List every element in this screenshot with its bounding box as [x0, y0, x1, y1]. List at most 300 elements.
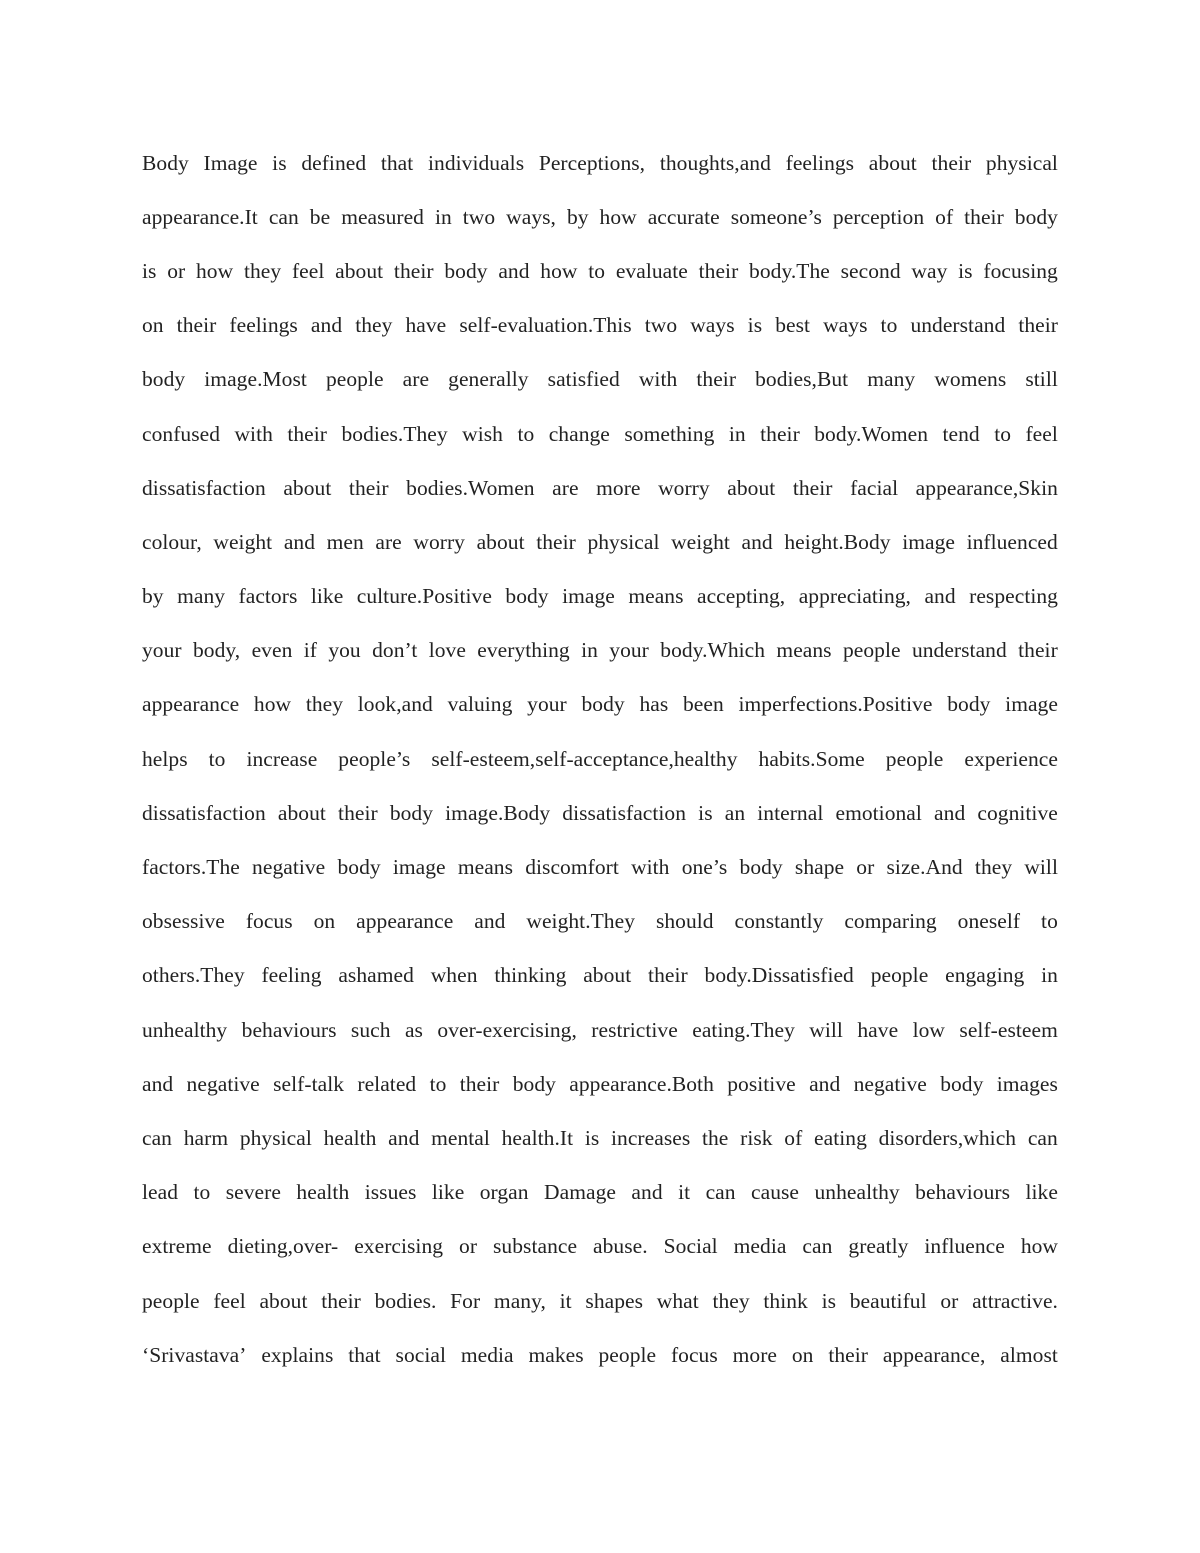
word: like [1025, 1180, 1058, 1205]
word: can [802, 1234, 833, 1259]
paragraph-line-21 [142, 1220, 1058, 1274]
word: emotional [835, 800, 922, 825]
word: how [1020, 1234, 1058, 1259]
word: Damage [544, 1180, 616, 1205]
word: and [924, 584, 956, 609]
word: how [253, 692, 292, 717]
word: of [784, 1125, 803, 1150]
word: to [994, 421, 1012, 446]
word: health.It [501, 1125, 574, 1150]
word: behaviours [915, 1180, 1011, 1205]
word: is [698, 800, 713, 825]
word: self-esteem,self-acceptance,healthy [431, 746, 738, 771]
word: about [476, 529, 525, 554]
word: look,and [357, 692, 433, 717]
word: habits.Some [758, 746, 865, 771]
word: if [303, 638, 317, 663]
word: many, [493, 1288, 546, 1313]
paragraph-line-2 [142, 190, 1058, 244]
word: behaviours [241, 1017, 337, 1042]
word: ways [823, 313, 868, 338]
word: self-talk [273, 1071, 345, 1096]
word: have [857, 1017, 899, 1042]
word: focusing [983, 258, 1058, 283]
word: womens [934, 367, 1007, 392]
word: you [328, 638, 361, 663]
word: should [655, 909, 714, 934]
word: to [193, 1180, 211, 1205]
word: image [562, 584, 615, 609]
word: ‘Srivastava’ [142, 1342, 247, 1367]
word: worry [658, 475, 710, 500]
word: and [809, 1071, 841, 1096]
word: severe [225, 1180, 281, 1205]
word: many [867, 367, 916, 392]
word: they [974, 855, 1013, 880]
word: negative [853, 1071, 927, 1096]
paragraph-line-4 [142, 299, 1058, 353]
word: on [791, 1342, 814, 1367]
word: Social [663, 1234, 718, 1259]
word: ashamed [338, 963, 414, 988]
word: eating [814, 1125, 867, 1150]
word: shapes [585, 1288, 644, 1313]
word: or [940, 1288, 959, 1313]
word: body.The [749, 258, 830, 283]
word: are [552, 475, 579, 500]
word: body.Which [660, 638, 766, 663]
word: their [348, 475, 389, 500]
word: exercising [354, 1234, 444, 1259]
word: how [196, 258, 234, 283]
word: bodies,But [755, 367, 849, 392]
word: with [234, 421, 273, 446]
word: culture.Positive [356, 584, 492, 609]
word: means [776, 638, 832, 663]
word: been [682, 692, 724, 717]
word: perception [832, 204, 925, 229]
word: Body [142, 150, 189, 175]
word: or [856, 855, 875, 880]
word: related [357, 1071, 417, 1096]
word: worry [413, 529, 465, 554]
word: low [912, 1017, 945, 1042]
word: extreme [142, 1234, 212, 1259]
word: body [505, 584, 549, 609]
word: abuse. [593, 1234, 648, 1259]
word: engaging [945, 963, 1025, 988]
word: that [380, 150, 414, 175]
word: body [739, 855, 783, 880]
word: about [277, 800, 326, 825]
word: their [393, 258, 434, 283]
word: factors [238, 584, 298, 609]
paragraph-line-10 [142, 624, 1058, 678]
paragraph-line-7 [142, 461, 1058, 515]
word: way [911, 258, 948, 283]
word: understand [910, 313, 1006, 338]
word: body [581, 692, 625, 717]
word: one’s [681, 855, 728, 880]
word: in [728, 421, 746, 446]
word: body [947, 692, 991, 717]
word: is [584, 1125, 600, 1150]
word: about [259, 1288, 308, 1313]
word: and [631, 1180, 663, 1205]
word: people’s [338, 746, 411, 771]
word: their [648, 963, 688, 988]
word: attractive. [972, 1288, 1058, 1313]
word: is [142, 258, 157, 283]
word: self-evaluation.This [459, 313, 632, 338]
word: body [337, 855, 381, 880]
word: their [338, 800, 378, 825]
word: dieting,over- [227, 1234, 339, 1259]
word: measured [341, 204, 424, 229]
word: experience [964, 746, 1058, 771]
word: tend [942, 421, 980, 446]
word: image [902, 529, 955, 554]
word: appearance, [882, 1342, 986, 1367]
word: shape [794, 855, 845, 880]
word: someone’s [730, 204, 822, 229]
word: oneself [957, 909, 1021, 934]
word: risk [740, 1125, 773, 1150]
word: and [498, 258, 530, 283]
word: negative [252, 855, 326, 880]
word: they [305, 692, 344, 717]
word: appearance [356, 909, 454, 934]
word: physical [985, 150, 1058, 175]
word: when [430, 963, 478, 988]
paragraph-line-11 [142, 678, 1058, 732]
word: body [1014, 204, 1058, 229]
word: in [581, 638, 598, 663]
body-paragraph [142, 136, 1058, 1382]
word: can [705, 1180, 736, 1205]
word: means [457, 855, 514, 880]
word: comparing [844, 909, 937, 934]
paragraph-line-16 [142, 949, 1058, 1003]
word: influenced [966, 529, 1058, 554]
word: bodies.Women [406, 475, 535, 500]
paragraph-line-5 [142, 353, 1058, 407]
word: to [429, 1071, 447, 1096]
word: people [598, 1342, 657, 1367]
word: mental [431, 1125, 490, 1150]
word: love [428, 638, 466, 663]
word: your [142, 638, 182, 663]
word: respecting [969, 584, 1058, 609]
word: about [583, 963, 632, 988]
word: about [283, 475, 332, 500]
word: bodies. [374, 1288, 437, 1313]
word: body [940, 1071, 984, 1096]
word: more [596, 475, 641, 500]
word: image [392, 855, 446, 880]
word: body [512, 1071, 556, 1096]
word: will [1024, 855, 1058, 880]
word: about [335, 258, 384, 283]
word: individuals [428, 150, 525, 175]
word: cognitive [977, 800, 1058, 825]
word: appearance.It [142, 204, 258, 229]
word: in [1041, 963, 1058, 988]
word: height.Body [784, 529, 891, 554]
word: two [644, 313, 678, 338]
word: and [474, 909, 506, 934]
word: size.And [886, 855, 963, 880]
word: has [639, 692, 669, 717]
word: how [599, 204, 637, 229]
word: image.Body [445, 800, 551, 825]
word: weight.They [526, 909, 635, 934]
word: many [177, 584, 226, 609]
word: can [142, 1125, 172, 1150]
word: appearance,Skin [915, 475, 1058, 500]
word: accurate [647, 204, 720, 229]
word: like [310, 584, 344, 609]
word: two [462, 204, 496, 229]
word: and [310, 313, 343, 338]
word: confused [142, 421, 221, 446]
word: their [792, 475, 833, 500]
word: focus [670, 1342, 718, 1367]
word: and [741, 529, 773, 554]
word: or [167, 258, 186, 283]
word: the [701, 1125, 729, 1150]
word: ways [690, 313, 735, 338]
word: restrictive [591, 1017, 678, 1042]
word: don’t [372, 638, 418, 663]
word: colour, [142, 529, 202, 554]
word: their [287, 421, 328, 446]
word: thoughts,and [659, 150, 771, 175]
word: have [405, 313, 447, 338]
word: best [775, 313, 811, 338]
word: understand [911, 638, 1007, 663]
word: imperfections.Positive [738, 692, 933, 717]
word: thinking [494, 963, 567, 988]
word: increase [246, 746, 318, 771]
word: it [559, 1288, 572, 1313]
word: health [296, 1180, 350, 1205]
word: and [283, 529, 316, 554]
word: generally [448, 367, 529, 392]
word: Perceptions, [538, 150, 646, 175]
word: explains [261, 1342, 334, 1367]
word: For [450, 1288, 481, 1313]
word: obsessive [142, 909, 225, 934]
word: dissatisfaction [562, 800, 687, 825]
word: focus [245, 909, 293, 934]
word: your [527, 692, 567, 717]
word: can [268, 204, 299, 229]
paragraph-line-15 [142, 895, 1058, 949]
word: to [880, 313, 898, 338]
word: people [325, 367, 384, 392]
word: are [402, 367, 430, 392]
word: to [1041, 909, 1058, 934]
word: defined [301, 150, 367, 175]
word: still [1025, 367, 1058, 392]
word: change [548, 421, 610, 446]
word: is [747, 313, 763, 338]
word: feel [1025, 421, 1058, 446]
word: people [885, 746, 944, 771]
word: to [208, 746, 226, 771]
paragraph-line-1 [142, 136, 1058, 190]
word: bodies.They [341, 421, 448, 446]
word: people [870, 963, 929, 988]
word: over-exercising, [437, 1017, 577, 1042]
word: factors.The [142, 855, 240, 880]
word: self-esteem [959, 1017, 1058, 1042]
word: second [840, 258, 901, 283]
word: helps [142, 746, 188, 771]
word: their [696, 367, 737, 392]
word: media [460, 1342, 514, 1367]
word: your [609, 638, 649, 663]
paragraph-line-18 [142, 1057, 1058, 1111]
word: body.Dissatisfied [704, 963, 854, 988]
word: think [763, 1288, 808, 1313]
word: satisfied [547, 367, 620, 392]
word: greatly [848, 1234, 909, 1259]
word: disorders,which [878, 1125, 1017, 1150]
word: influence [924, 1234, 1005, 1259]
paragraph-line-17 [142, 1003, 1058, 1057]
word: people [142, 1288, 200, 1313]
word: discomfort [525, 855, 619, 880]
word: image.Most [204, 367, 307, 392]
paragraph-line-6 [142, 407, 1058, 461]
word: feel [291, 258, 325, 283]
word: image [1005, 692, 1058, 717]
word: by [142, 584, 164, 609]
word: what [656, 1288, 699, 1313]
word: their [321, 1288, 361, 1313]
word: they [243, 258, 282, 283]
word: harm [183, 1125, 229, 1150]
paragraph-line-3 [142, 244, 1058, 298]
word: feelings [229, 313, 298, 338]
word: makes [528, 1342, 584, 1367]
word: wish [462, 421, 503, 446]
word: their [760, 421, 800, 446]
word: accepting, [696, 584, 786, 609]
word: others.They [142, 963, 245, 988]
word: their [828, 1342, 868, 1367]
paragraph-line-20 [142, 1166, 1058, 1220]
word: organ [479, 1180, 529, 1205]
word: their [1018, 313, 1058, 338]
word: body.Women [814, 421, 929, 446]
word: their [1018, 638, 1058, 663]
word: facial [850, 475, 899, 500]
paragraph-line-23 [142, 1328, 1058, 1382]
word: their [459, 1071, 500, 1096]
paragraph-line-12 [142, 732, 1058, 786]
word: increases [611, 1125, 691, 1150]
word: by [566, 204, 589, 229]
word: constantly [734, 909, 824, 934]
word: of [935, 204, 954, 229]
word: unhealthy [814, 1180, 900, 1205]
word: how [540, 258, 578, 283]
word: is [821, 1288, 837, 1313]
word: their [931, 150, 972, 175]
word: almost [1000, 1342, 1058, 1367]
word: on [313, 909, 336, 934]
word: on [142, 313, 164, 338]
word: body [142, 367, 186, 392]
word: feeling [261, 963, 322, 988]
word: valuing [447, 692, 513, 717]
word: physical [587, 529, 660, 554]
paragraph-line-22 [142, 1274, 1058, 1328]
word: to [588, 258, 606, 283]
paragraph-line-19 [142, 1111, 1058, 1165]
word: people [842, 638, 901, 663]
word: body, [192, 638, 241, 663]
word: are [375, 529, 402, 554]
word: and [934, 800, 966, 825]
word: will [809, 1017, 843, 1042]
word: images [996, 1071, 1058, 1096]
word: be [309, 204, 331, 229]
word: with [638, 367, 678, 392]
paragraph-line-14 [142, 840, 1058, 894]
word: an [724, 800, 746, 825]
word: their [964, 204, 1004, 229]
word: weight [213, 529, 273, 554]
word: is [272, 150, 287, 175]
word: in [434, 204, 452, 229]
word: that [348, 1342, 381, 1367]
word: and [142, 1071, 174, 1096]
word: body [444, 258, 488, 283]
word: social [395, 1342, 446, 1367]
word: eating.They [692, 1017, 795, 1042]
word: evaluate [615, 258, 688, 283]
word: is [958, 258, 973, 283]
word: it [678, 1180, 691, 1205]
word: their [176, 313, 217, 338]
word: substance [493, 1234, 578, 1259]
word: dissatisfaction [142, 800, 266, 825]
word: appearance [142, 692, 240, 717]
word: positive [727, 1071, 796, 1096]
word: cause [751, 1180, 800, 1205]
word: feel [213, 1288, 246, 1313]
word: such [350, 1017, 391, 1042]
word: ways, [506, 204, 556, 229]
word: media [733, 1234, 787, 1259]
word: and [388, 1125, 420, 1150]
word: more [732, 1342, 778, 1367]
word: they [712, 1288, 750, 1313]
word: means [628, 584, 684, 609]
word: physical [239, 1125, 312, 1150]
paragraph-line-9 [142, 570, 1058, 624]
word: issues [364, 1180, 417, 1205]
word: about [727, 475, 776, 500]
word: they [355, 313, 393, 338]
word: body [389, 800, 434, 825]
word: Image [203, 150, 258, 175]
word: feelings [785, 150, 855, 175]
